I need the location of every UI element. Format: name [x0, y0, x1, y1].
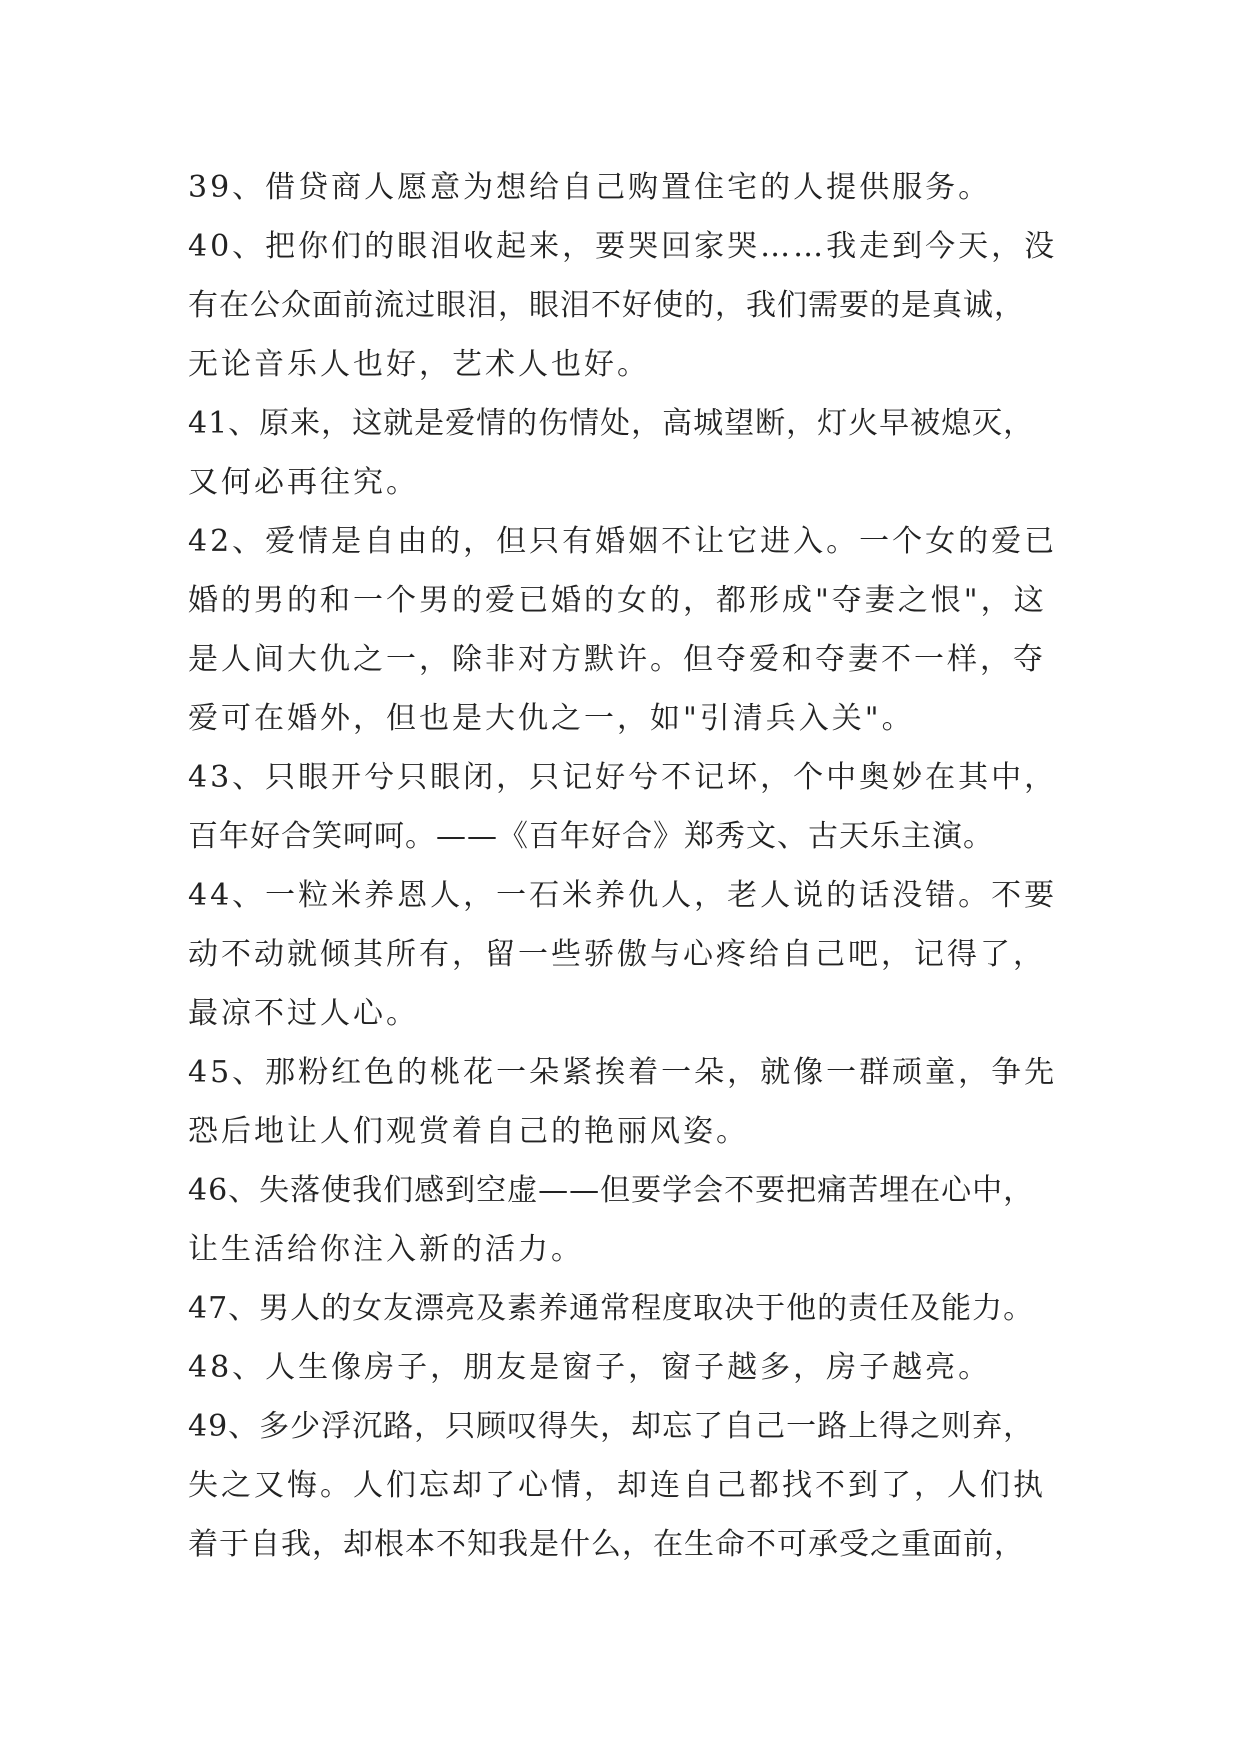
- text-line: 婚的男的和一个男的爱已婚的女的，都形成"夺妻之恨"，这: [188, 583, 1047, 618]
- text-line: 40、把你们的眼泪收起来，要哭回家哭……我走到今天，没: [188, 229, 1058, 264]
- text-line: 47、男人的女友漂亮及素养通常程度取决于他的责任及能力。: [188, 1291, 1035, 1326]
- text-line: 失之又悔。人们忘却了心情，却连自己都找不到了，人们执: [188, 1468, 1046, 1503]
- text-line: 45、那粉红色的桃花一朵紧挨着一朵，就像一群顽童，争先: [188, 1055, 1058, 1090]
- text-line: 41、原来，这就是爱情的伤情处，高城望断，灯火早被熄灭，: [188, 406, 1035, 441]
- text-line: 动不动就倾其所有，留一些骄傲与心疼给自己吧，记得了，: [188, 937, 1046, 972]
- text-line: 恐后地让人们观赏着自己的艳丽风姿。: [188, 1114, 749, 1149]
- text-line: 46、失落使我们感到空虚——但要学会不要把痛苦埋在心中，: [188, 1173, 1035, 1208]
- document-body: [188, 158, 1068, 1574]
- text-line: 44、一粒米养恩人，一石米养仇人，老人说的话没错。不要: [188, 878, 1058, 913]
- text-line: 爱可在婚外，但也是大仇之一，如"引清兵入关"。: [188, 701, 915, 736]
- text-line: 着于自我，却根本不知我是什么，在生命不可承受之重面前，: [188, 1527, 1025, 1562]
- text-line: 百年好合笑呵呵。——《百年好合》郑秀文、古天乐主演。: [188, 819, 994, 854]
- text-line: 42、爱情是自由的，但只有婚姻不让它进入。一个女的爱已: [188, 524, 1058, 559]
- text-line: 是人间大仇之一，除非对方默许。但夺爱和夺妻不一样，夺: [188, 642, 1046, 677]
- text-line: 39、借贷商人愿意为想给自己购置住宅的人提供服务。: [188, 170, 992, 205]
- text-line: 又何必再往究。: [188, 465, 419, 500]
- text-line: 43、只眼开兮只眼闭，只记好兮不记坏，个中奥妙在其中，: [188, 760, 1058, 795]
- text-line: 有在公众面前流过眼泪，眼泪不好使的，我们需要的是真诚，: [188, 288, 1025, 323]
- text-line: 48、人生像房子，朋友是窗子，窗子越多，房子越亮。: [188, 1350, 992, 1385]
- text-line: 49、多少浮沉路，只顾叹得失，却忘了自己一路上得之则弃，: [188, 1409, 1035, 1444]
- text-line: 无论音乐人也好，艺术人也好。: [188, 347, 650, 382]
- text-line: 让生活给你注入新的活力。: [188, 1232, 584, 1267]
- text-line: 最凉不过人心。: [188, 996, 419, 1031]
